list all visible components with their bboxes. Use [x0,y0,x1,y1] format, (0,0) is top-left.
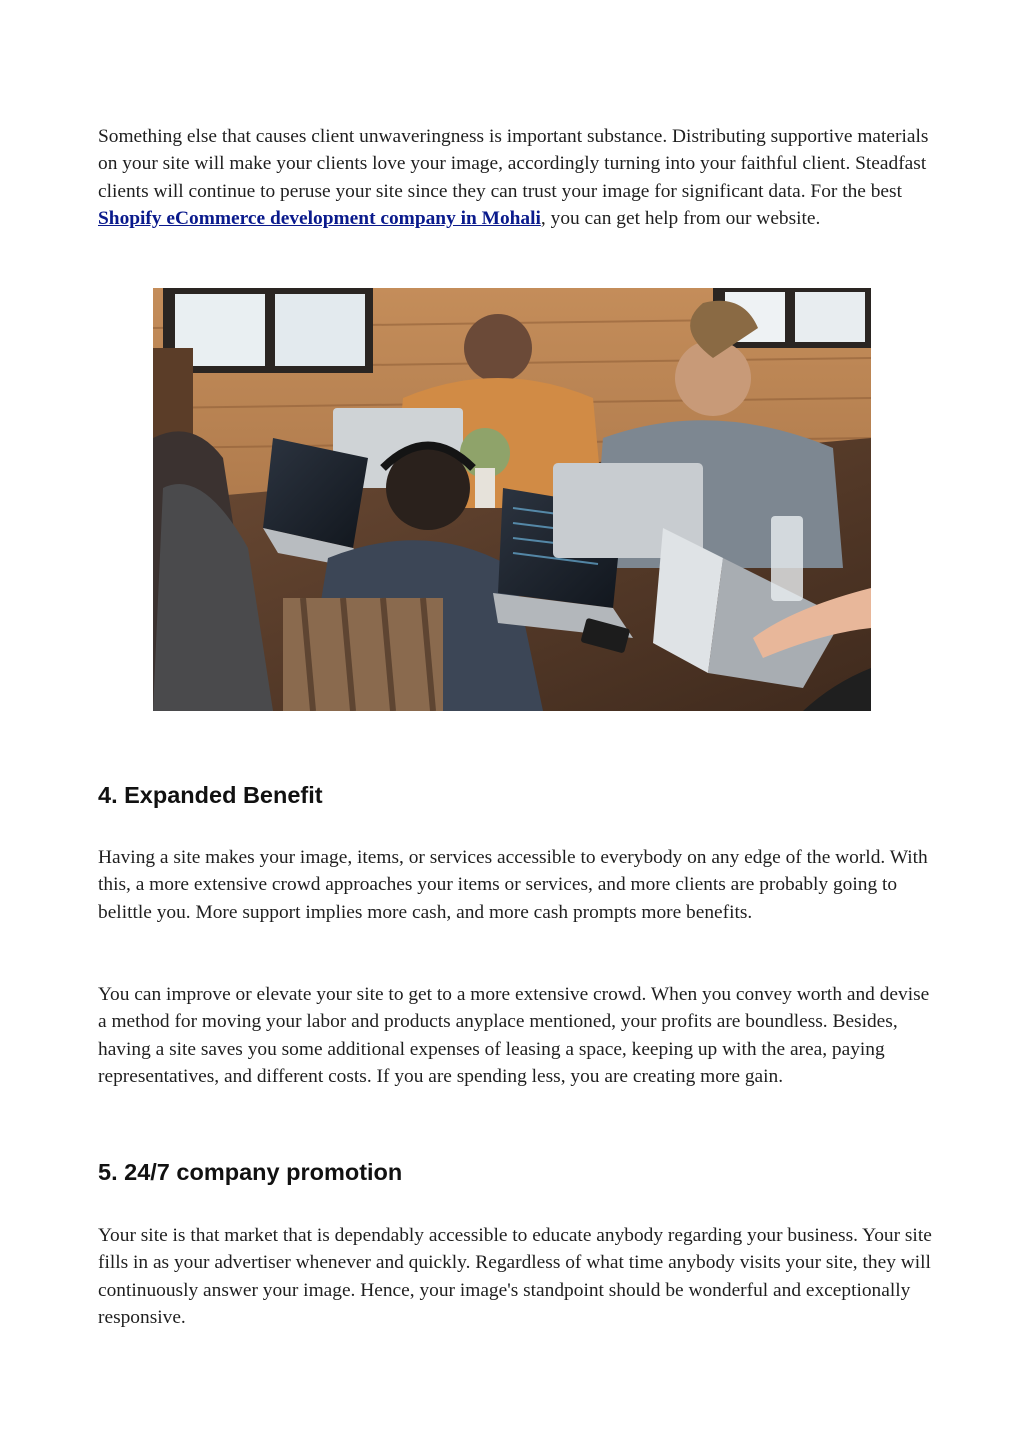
intro-text-before-link: Something else that causes client unwaveringness is important substance. Distributing supportive materials on your site will make your clients love your image, accordingly turning into your faithful client. Steadfast clients will continue to peruse your site since they can trust your image for significant data. For the best [98,126,929,202]
section-4-heading: 4. Expanded Benefit [98,782,323,808]
section-5-heading: 5. 24/7 company promotion [98,1159,403,1185]
intro-paragraph [98,123,933,232]
section-5-paragraph-1: Your site is that market that is dependably accessible to educate anybody regarding your business. Your site fills in as your advertiser whenever and quickly. Regardless of what time anybody visits your site, they will continuously answer your image. Hence, your image's standpoint should be wonderful and exceptionally responsive. [98,1225,932,1328]
shopify-development-link[interactable]: Shopify eCommerce development company in Mohali [98,207,541,229]
section-4-paragraph-2: You can improve or elevate your site to get to a more extensive crowd. When you convey worth and devise a method for moving your labor and products anyplace mentioned, your profits are boundless. Besides, having a site saves you some additional expenses of leasing a space, keeping up with the area, paying representatives, and different costs. If you are spending less, you are creating more gain. [98,984,930,1087]
section-4-paragraph-1: Having a site makes your image, items, or services accessible to everybody on any edge of the world. With this, a more extensive crowd approaches your items or services, and more clients are probably going to belittle you. More support implies more cash, and more cash prompts more benefits. [98,847,928,923]
team-laptops-photo [153,288,871,711]
intro-text-after-link: , you can get help from our website. [540,207,821,229]
